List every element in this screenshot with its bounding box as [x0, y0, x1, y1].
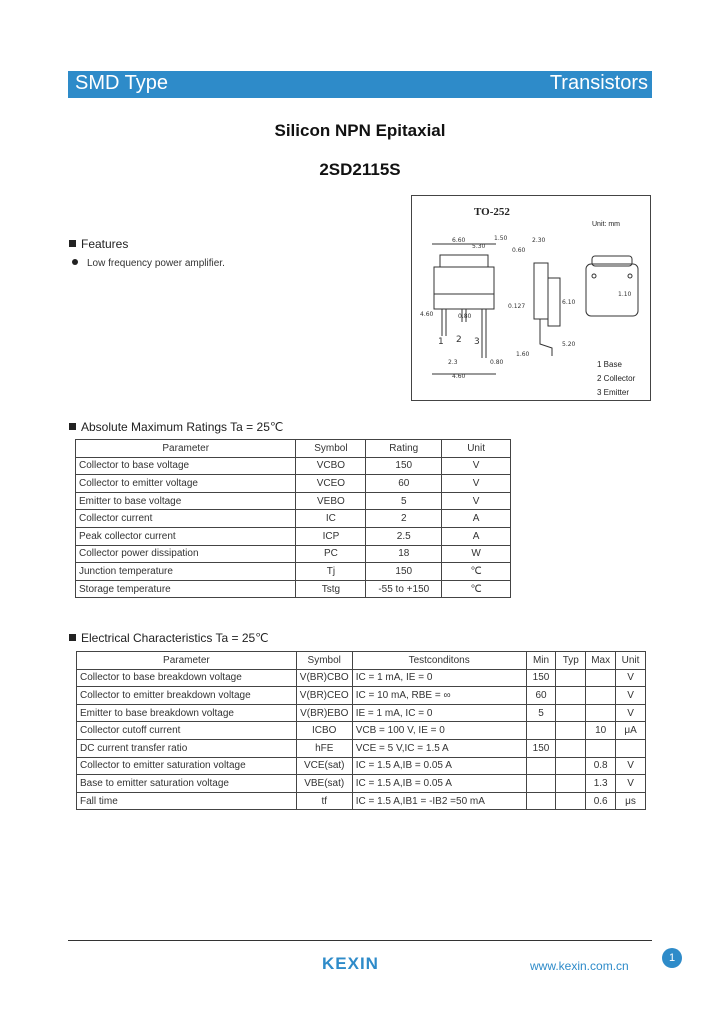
- table-header-cell: Unit: [442, 440, 511, 458]
- table-cell: [526, 757, 556, 775]
- table-header-cell: Typ: [556, 652, 586, 670]
- page-number-badge: 1: [662, 948, 682, 968]
- bullet-square-icon: [69, 634, 76, 641]
- header-banner: [68, 71, 652, 98]
- table-cell: V: [616, 704, 646, 722]
- table-cell: A: [442, 510, 511, 528]
- table-cell: V: [442, 492, 511, 510]
- table-cell: V: [616, 687, 646, 705]
- svg-text:3: 3: [474, 337, 480, 347]
- table-cell: 60: [366, 475, 442, 493]
- table-header-cell: Symbol: [296, 652, 352, 670]
- table-cell: Collector to emitter voltage: [76, 475, 296, 493]
- package-drawing: [411, 195, 651, 401]
- table-row: [77, 775, 646, 793]
- pin-label: 3 Emitter: [597, 388, 630, 397]
- table-row: [77, 757, 646, 775]
- pin-label: 1 Base: [597, 360, 622, 369]
- table-cell: [556, 739, 586, 757]
- table-row: [76, 475, 511, 493]
- table-row: [76, 545, 511, 563]
- table-cell: Fall time: [77, 792, 297, 810]
- svg-text:0.127: 0.127: [508, 303, 526, 310]
- table-cell: VEBO: [296, 492, 366, 510]
- table-cell: V(BR)CBO: [296, 669, 352, 687]
- table-cell: IC = 10 mA, RBE = ∞: [352, 687, 526, 705]
- table-row: [76, 563, 511, 581]
- svg-text:5.20: 5.20: [562, 341, 576, 348]
- part-number: 2SD2115S: [319, 160, 401, 179]
- body-front: [434, 267, 494, 309]
- package-outline: [412, 196, 650, 400]
- table-cell: 10: [586, 722, 616, 740]
- table-row: [77, 739, 646, 757]
- table-cell: 2: [366, 510, 442, 528]
- footer-divider: [68, 940, 652, 941]
- table-header-cell: Symbol: [296, 440, 366, 458]
- table-cell: [526, 792, 556, 810]
- table-row: [77, 792, 646, 810]
- table-cell: [556, 792, 586, 810]
- table-cell: V: [616, 669, 646, 687]
- table-cell: hFE: [296, 739, 352, 757]
- table-header-cell: Testconditons: [352, 652, 526, 670]
- table-cell: 0.8: [586, 757, 616, 775]
- svg-text:1.50: 1.50: [494, 235, 508, 242]
- table-cell: Emitter to base voltage: [76, 492, 296, 510]
- table-cell: [616, 739, 646, 757]
- svg-text:2.30: 2.30: [532, 237, 546, 244]
- table-cell: μA: [616, 722, 646, 740]
- table-cell: Peak collector current: [76, 527, 296, 545]
- table-header-row: [77, 652, 646, 670]
- svg-text:1.60: 1.60: [516, 351, 530, 358]
- svg-text:6.60: 6.60: [452, 237, 466, 244]
- svg-text:0.80: 0.80: [490, 359, 504, 366]
- table-cell: μs: [616, 792, 646, 810]
- table-row: [76, 492, 511, 510]
- website-link[interactable]: www.kexin.com.cn: [530, 959, 629, 973]
- table-cell: 18: [366, 545, 442, 563]
- table-cell: [586, 739, 616, 757]
- amr-table: [75, 439, 511, 598]
- bullet-square-icon: [69, 240, 76, 247]
- tab-top: [440, 255, 488, 267]
- table-cell: Emitter to base breakdown voltage: [77, 704, 297, 722]
- table-cell: A: [442, 527, 511, 545]
- table-cell: VCB = 100 V, IE = 0: [352, 722, 526, 740]
- table-header-cell: Parameter: [76, 440, 296, 458]
- header-left: SMD Type: [75, 72, 168, 94]
- amr-heading: Absolute Maximum Ratings Ta = 25℃: [69, 420, 283, 434]
- table-cell: [586, 687, 616, 705]
- table-cell: [586, 669, 616, 687]
- header-right: Transistors: [549, 72, 648, 94]
- table-row: [76, 457, 511, 475]
- table-row: [77, 669, 646, 687]
- table-cell: [556, 757, 586, 775]
- table-cell: IE = 1 mA, IC = 0: [352, 704, 526, 722]
- table-cell: tf: [296, 792, 352, 810]
- table-row: [77, 704, 646, 722]
- table-cell: [556, 704, 586, 722]
- table-cell: 150: [366, 563, 442, 581]
- table-cell: W: [442, 545, 511, 563]
- table-cell: ICP: [296, 527, 366, 545]
- page-title: Silicon NPN Epitaxial: [274, 121, 446, 140]
- bullet-dot-icon: [72, 259, 78, 265]
- kexin-logo: KEXIN: [322, 954, 379, 973]
- table-cell: 150: [526, 739, 556, 757]
- svg-text:2: 2: [456, 335, 462, 345]
- table-cell: Collector to base voltage: [76, 457, 296, 475]
- svg-text:1: 1: [438, 337, 444, 347]
- table-cell: Collector to base breakdown voltage: [77, 669, 297, 687]
- table-cell: [586, 704, 616, 722]
- table-cell: V(BR)CEO: [296, 687, 352, 705]
- table-cell: VCE = 5 V,IC = 1.5 A: [352, 739, 526, 757]
- table-header-row: [76, 440, 511, 458]
- table-header-cell: Parameter: [77, 652, 297, 670]
- table-cell: 2.5: [366, 527, 442, 545]
- table-header-cell: Rating: [366, 440, 442, 458]
- table-cell: IC = 1.5 A,IB = 0.05 A: [352, 775, 526, 793]
- table-row: [76, 580, 511, 598]
- table-cell: IC = 1.5 A,IB = 0.05 A: [352, 757, 526, 775]
- table-cell: 1.3: [586, 775, 616, 793]
- svg-text:2.3: 2.3: [448, 359, 458, 366]
- table-cell: Collector to emitter breakdown voltage: [77, 687, 297, 705]
- table-cell: [526, 775, 556, 793]
- table-cell: VCBO: [296, 457, 366, 475]
- table-cell: 5: [526, 704, 556, 722]
- table-cell: -55 to +150: [366, 580, 442, 598]
- pin-label: 2 Collector: [597, 374, 636, 383]
- table-cell: [526, 722, 556, 740]
- ec-heading: Electrical Characteristics Ta = 25℃: [69, 631, 269, 645]
- table-cell: 0.6: [586, 792, 616, 810]
- table-cell: V: [616, 775, 646, 793]
- table-cell: 150: [526, 669, 556, 687]
- table-cell: Tstg: [296, 580, 366, 598]
- svg-text:4.60: 4.60: [420, 311, 434, 318]
- table-cell: V: [442, 475, 511, 493]
- table-cell: V: [616, 757, 646, 775]
- table-cell: V(BR)EBO: [296, 704, 352, 722]
- table-cell: PC: [296, 545, 366, 563]
- table-cell: IC = 1 mA, IE = 0: [352, 669, 526, 687]
- table-cell: Junction temperature: [76, 563, 296, 581]
- table-cell: Collector power dissipation: [76, 545, 296, 563]
- table-cell: DC current transfer ratio: [77, 739, 297, 757]
- table-cell: ICBO: [296, 722, 352, 740]
- bullet-square-icon: [69, 423, 76, 430]
- table-cell: [556, 669, 586, 687]
- table-header-cell: Max: [586, 652, 616, 670]
- svg-text:0.60: 0.60: [512, 247, 526, 254]
- table-cell: 150: [366, 457, 442, 475]
- table-cell: Collector to emitter saturation voltage: [77, 757, 297, 775]
- table-cell: Collector cutoff current: [77, 722, 297, 740]
- svg-text:6.10: 6.10: [562, 299, 576, 306]
- table-row: [76, 510, 511, 528]
- table-header-cell: Unit: [616, 652, 646, 670]
- table-cell: IC: [296, 510, 366, 528]
- package-unit: Unit: mm: [592, 221, 620, 228]
- svg-text:1.10: 1.10: [618, 291, 632, 298]
- feature-item: Low frequency power amplifier.: [72, 258, 225, 269]
- table-cell: VCE(sat): [296, 757, 352, 775]
- table-row: [77, 687, 646, 705]
- table-cell: Collector current: [76, 510, 296, 528]
- table-cell: ℃: [442, 563, 511, 581]
- table-row: [77, 722, 646, 740]
- table-cell: V: [442, 457, 511, 475]
- table-header-cell: Min: [526, 652, 556, 670]
- table-cell: VBE(sat): [296, 775, 352, 793]
- table-cell: Storage temperature: [76, 580, 296, 598]
- table-cell: [556, 722, 586, 740]
- features-heading: Features: [69, 237, 128, 251]
- table-cell: 5: [366, 492, 442, 510]
- package-name: TO-252: [474, 206, 510, 218]
- table-cell: IC = 1.5 A,IB1 = -IB2 =50 mA: [352, 792, 526, 810]
- table-row: [76, 527, 511, 545]
- table-cell: [556, 687, 586, 705]
- table-cell: Base to emitter saturation voltage: [77, 775, 297, 793]
- table-cell: ℃: [442, 580, 511, 598]
- svg-text:0.80: 0.80: [458, 313, 472, 320]
- ec-table: [76, 651, 646, 810]
- table-cell: Tj: [296, 563, 366, 581]
- svg-text:5.30: 5.30: [472, 243, 486, 250]
- svg-text:4.60: 4.60: [452, 373, 466, 380]
- table-cell: [556, 775, 586, 793]
- table-cell: 60: [526, 687, 556, 705]
- table-cell: VCEO: [296, 475, 366, 493]
